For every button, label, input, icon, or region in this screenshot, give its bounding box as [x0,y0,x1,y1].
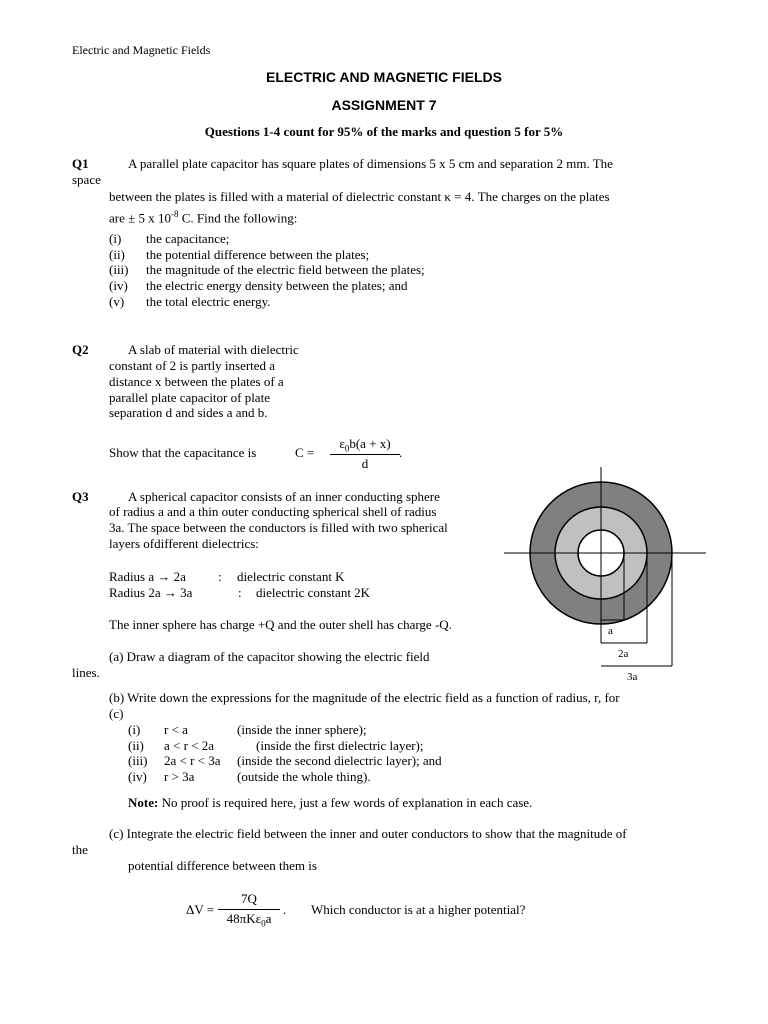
q2-fraction-bar [330,454,400,455]
q1-item-text: the potential difference between the plates; [146,247,370,262]
label-2a: 2a [618,648,629,660]
q2-equation-period: . [399,445,403,460]
q3-charge-text: The inner sphere has charge +Q and the outer shell has charge -Q. [109,617,452,632]
q3-dv-numerator: 7Q [241,891,257,906]
q3-part-b: (b) Write down the expressions for the magnitude of the electric field as a function of radius, r, for [109,690,620,705]
q3-question: Which conductor is at a higher potential? [311,902,526,917]
q3-part-a: (a) Draw a diagram of the capacitor showing the electric field [109,649,430,664]
q3-label: Q3 [72,489,89,504]
q2-equation-lhs: C = [295,445,315,460]
q2-fraction-denominator: d [361,456,369,471]
q2-text-line: A slab of material with dielectric [128,342,299,357]
q3-note: Note: No proof is required here, just a few words of explanation in each case. [128,795,533,810]
q3-dv-denominator: 48πKε$_0$a [226,911,272,929]
q3-case-cond: 2a < r < 3a [164,753,221,768]
q3-part-c: (c) Integrate the electric field between the inner and outer conductors to show that the magnitude of [109,826,627,841]
q3-case-cond: a < r < 2a [164,738,215,753]
assignment-number: ASSIGNMENT 7 [331,97,437,113]
q3-part-c-wrap: the [72,842,88,857]
marks-note: Questions 1-4 count for 95% of the marks and question 5 for 5% [204,124,564,139]
q3-radius-range: Radius 2a → 3a [109,585,193,600]
q3-case-cond: r > 3a [164,769,195,784]
q3-case-desc: (inside the inner sphere); [237,722,367,737]
label-3a: 3a [627,671,638,683]
q2-label: Q2 [72,342,89,357]
q1-text-line2: between the plates is filled with a material of dielectric constant κ = 4. The charges on the plates [109,189,610,204]
q2-fraction-numerator: $\varepsilon_0b(a + x)$ [339,436,391,454]
q2-text-line: separation d and sides a and b. [109,405,268,420]
page-title: ELECTRIC AND MAGNETIC FIELDS [266,69,502,85]
q2-text-line: distance x between the plates of a [109,374,284,389]
q3-dv-fraction-bar [218,909,280,910]
q3-text-line: of radius a and a thin outer conducting spherical shell of radius [109,504,437,519]
q3-radius-dielectric: dielectric constant K [237,569,345,584]
q3-case-desc: (inside the first dielectric layer); [256,738,424,753]
q1-item-text: the magnitude of the electric field between the plates; [146,262,425,277]
q3-text-line: 3a. The space between the conductors is filled with two spherical [109,520,448,535]
q3-dv-period: . [283,902,287,917]
q1-item-num: (iii) [109,262,129,277]
q3-text-line: layers ofdifferent dielectrics: [109,536,259,551]
q1-item-text: the electric energy density between the plates; and [146,278,408,293]
q1-item-num: (iv) [109,278,128,293]
q3-radius-dielectric: dielectric constant 2K [256,585,371,600]
label-a: a [608,625,613,637]
q3-case-num: (ii) [128,738,144,753]
q1-item-num: (ii) [109,247,125,262]
q1-item-num: (i) [109,231,122,246]
q1-text-line1: A parallel plate capacitor has square plates of dimensions 5 x 5 cm and separation 2 mm. The [128,156,613,171]
q3-case-desc: (inside the second dielectric layer); and [237,753,442,768]
q3-text-line: A spherical capacitor consists of an inner conducting sphere [128,489,440,504]
q1-item-text: the capacitance; [146,231,230,246]
q3-case-cond: r < a [164,722,188,737]
q3-part-c-line2: potential difference between them is [128,858,317,873]
q3-case-num: (i) [128,722,141,737]
q3-case-num: (iii) [128,753,148,768]
q1-item-num: (v) [109,294,125,309]
q2-text-line: parallel plate capacitor of plate [109,390,270,405]
q1-item-text: the total electric energy. [146,294,271,309]
q3-case-num: (iv) [128,769,147,784]
q2-text-line: constant of 2 is partly inserted a [109,358,276,373]
q3-radius-colon: : [218,569,222,584]
q3-radius-range: Radius a → 2a [109,569,186,584]
spherical-capacitor-diagram [500,465,710,690]
q1-label: Q1 [72,156,89,171]
q1-text-wrap: space [72,172,101,187]
q3-part-b-wrap: (c) [109,706,124,721]
q3-radius-colon: : [238,585,242,600]
q3-case-desc: (outside the whole thing). [237,769,371,784]
q3-dv-lhs: ΔV = [186,902,215,917]
q1-text-line3: are ± 5 x $10^{-8}$ C. Find the following: [109,209,298,226]
q2-show-text: Show that the capacitance is [109,445,257,460]
running-header: Electric and Magnetic Fields [72,43,211,57]
q3-part-a-wrap: lines. [72,665,100,680]
